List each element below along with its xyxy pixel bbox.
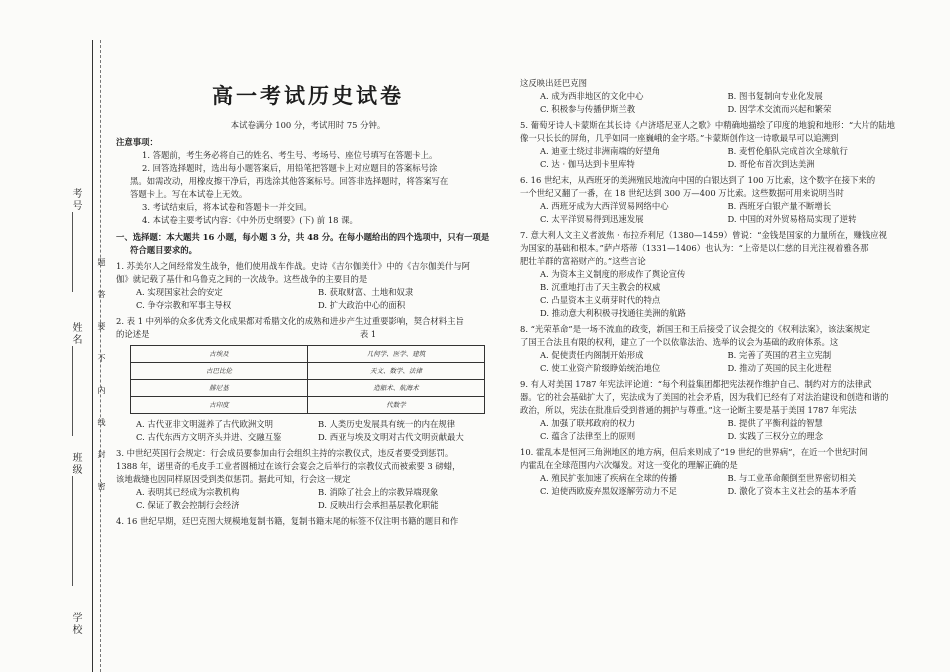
exam-number-field [72,212,73,292]
answer-option: D. 西亚与埃及文明对古代文明贡献最大 [318,432,464,442]
seal-char: 封 [97,450,106,460]
question-stem-line: 10. 霍乱本是恒河三角洲地区的地方病，但后来则成了“19 世纪的世界病”，在近一个世纪时间 [520,447,868,457]
answer-option: B. 沉重地打击了天主教会的权威 [540,282,661,292]
answer-option: B. 获取财富、土地和奴隶 [318,287,414,297]
question [520,446,915,498]
answer-option: A. 加强了联邦政府的权力 [540,418,636,428]
option-list [520,349,915,375]
data-table [130,345,485,414]
question-stem-line: 该地裁缝也因同样原因受到类似惩罚。据此可知，行会这一规定 [116,474,351,484]
question [520,229,915,320]
exam-number-label: 考号 [70,188,81,212]
question [520,77,915,116]
answer-option: B. 麦哲伦船队完成首次全球航行 [727,146,848,156]
left-column [116,78,500,528]
question [116,447,500,512]
notice-line: 答题卡上。写在本试卷上无效。 [130,189,248,199]
seal-char: 不 [97,354,106,364]
left-questions [116,260,500,528]
question [116,260,500,312]
table-cell: 古巴比伦 [131,363,308,380]
answer-option: C. 积极参与传播伊斯兰教 [540,104,636,114]
answer-option: A. 殖民扩张加速了疾病在全球的传播 [540,473,677,483]
question [520,323,915,375]
notice-heading: 注意事项： [116,137,158,147]
question [520,174,915,226]
question-stem-line: 内霍乱在全球范围内六次爆发。对这一变化的理解正确的是 [520,460,738,470]
notice-list [116,149,500,227]
answer-option: C. 太平洋贸易得到迅速发展 [540,214,644,224]
right-questions [520,77,915,498]
exam-intro: 本试卷满分 100 分，考试用时 75 分钟。 [230,120,386,130]
answer-option: C. 蕴含了法律至上的原则 [540,431,636,441]
question-stem-line: 4. 16 世纪早期，廷巴克图大规模地复制书籍，复制书籍末尾的标签不仅注明书籍的题目和作 [116,516,459,526]
question-stem-line: 肥壮羊群的富裕财产的。”这些言论 [520,256,646,266]
answer-option: A. 为资本主义制度的形成作了舆论宣传 [540,269,686,279]
page-title: 高一考试历史试卷 [212,84,404,108]
name-label: 姓名 [70,322,81,346]
answer-option: C. 达 · 伽马达到卡里库特 [540,159,635,169]
answer-option: B. 与工业革命颠倒至世界密切相关 [727,473,857,483]
answer-option: D. 因学术交流而兴起和繁荣 [727,104,832,114]
table-cell: 腓尼基 [131,380,308,397]
answer-option: D. 推动了英国的民主化进程 [727,363,832,373]
option-list [520,472,915,498]
table-cell: 造船术、航海术 [308,380,485,397]
answer-option: B. 人类历史发展具有统一的内在规律 [318,419,456,429]
table-cell: 古印度 [131,397,308,414]
table-label: 表 1 [359,329,377,339]
question-stem-line: 一个世纪又翻了一番，在 18 世纪达到 300 万—400 万比索。这些数据可用来说明当时 [520,188,844,198]
question [520,119,915,171]
table-row [131,397,485,414]
question [520,378,915,443]
answer-option: D. 扩大政治中心的面积 [318,300,406,310]
question-stem-line: 伽》就记载了基什和乌鲁克之间的一次战争。这些战争的主要目的是 [116,274,368,284]
answer-option: A. 促使责任内阁制开始形成 [540,350,644,360]
question-stem-line: 3. 中世纪英国行会规定：行会成员要参加由行会组织主持的宗教仪式，违反者要受到惩罚。 [116,448,454,458]
option-list [116,418,500,444]
class-label: 班级 [70,452,81,476]
answer-option: D. 推动意大利积极寻找通往美洲的航路 [540,308,686,318]
option-list [520,268,915,320]
option-list [520,145,915,171]
question-stem-line: 了国王合法且有限的权利，建立了一个以依靠法治、选举的议会为基础的政府体系。这 [520,337,839,347]
option-list [116,486,500,512]
question-stem-line: 政治，所以，宪法在批准后受到普通的拥护与尊重。”这一论断主要是基于美国 1787 年宪法 [520,405,857,415]
answer-option: C. 古代东西方文明齐头并进、交融互鉴 [136,432,282,442]
class-field [72,476,73,586]
school-label: 学校 [70,612,81,636]
answer-option: A. 成为西非地区的文化中心 [540,91,644,101]
question-stem-line: 1388 年，诺里奇的毛皮手工业者圆桶过在该行会宴会之后举行的宗教仪式而被索要 3 磅蜡， [116,461,461,471]
answer-option: A. 古代亚非文明滋养了古代欧洲文明 [136,419,273,429]
question-stem-line: 1. 苏美尔人之间经常发生战争，他们使用战车作战。史诗《吉尔伽美什》中的《吉尔伽美什与阿 [116,261,471,271]
question [116,515,500,528]
question-stem-line: 7. 意大利人文主义者波焦 · 布拉乔利尼（1380—1459）曾说：“金钱是国家的力量所在，赚钱应视 [520,230,888,240]
seal-char: 线 [97,418,106,428]
table-cell: 古埃及 [131,346,308,363]
name-field [72,346,73,436]
answer-option: C. 凸显资本主义萌芽时代的特点 [540,295,661,305]
answer-option: B. 消除了社会上的宗教异端现象 [318,487,439,497]
answer-option: C. 使工业资产阶级睁始统治地位 [540,363,661,373]
notice-line: 1. 答题前，考生务必将自己的姓名、考生号、考场号、座位号填写在答题卡上。 [142,150,438,160]
question-stem-line: 这反映出廷巴克图 [520,78,587,88]
table-cell: 代数学 [308,397,485,414]
answer-option: D. 哥伦布首次到达美洲 [727,159,815,169]
option-list [116,286,500,312]
answer-option: D. 中国的对外贸易格局实现了逆转 [727,214,857,224]
seal-char: 要 [97,322,106,332]
section-heading-line: 符合题目要求的。 [130,245,197,255]
question-stem-line: 8. “光荣革命”是一场不流血的政变，新国王和王后接受了议会提交的《权利法案》，该法案规定 [520,324,871,334]
seal-char: 答 [97,290,106,300]
answer-option: B. 西班牙白银产量不断增长 [727,201,832,211]
answer-option: A. 西班牙成为大西洋贸易网络中心 [540,201,669,211]
answer-option: B. 图书复制向专业化发展 [727,91,823,101]
question-stem-line: 5. 葡萄牙诗人卡蒙斯在其长诗《卢济塔尼亚人之歌》中精确地描绘了印度的地貌和地形：“大片的陆地 [520,120,896,130]
option-list [520,200,915,226]
notice-line: 4. 本试卷主要考试内容：《中外历史纲要》(下) 前 18 课。 [142,215,358,225]
table-cell: 天文、数学、法律 [308,363,485,380]
table-row [131,346,485,363]
answer-option: D. 实践了三权分立的理念 [727,431,823,441]
answer-option: D. 激化了资本主义社会的基本矛盾 [727,486,857,496]
question-stem-line: 2. 表 1 中列举的众多优秀文化成果都对希腊文化的成熟和进步产生过重要影响，契合材料主旨 [116,316,464,326]
question-stem-line: 器。它的社会基础扩大了，宪法成为了美国的社会矛盾，因为我们已经有了对法治建设和创造和谐的 [520,392,889,402]
seal-char: 题 [97,258,106,268]
question-stem-line: 的论述是 [116,329,150,339]
section-heading-line: 一、选择题：本大题共 16 小题，每小题 3 分，共 48 分。在每小题给出的四个选项中，只有一项是 [116,232,490,242]
seal-char: 内 [97,386,106,396]
section-heading [116,231,500,257]
question [116,315,500,444]
answer-option: B. 完善了英国的君主立宪制 [727,350,832,360]
question-stem-line: 像一只长长的屏角，几乎如同一座巍峨的金字塔。”卡蒙斯创作这一诗歌最早可以追溯到 [520,133,839,143]
option-list [520,417,915,443]
table-cell: 几何学、医学、建筑 [308,346,485,363]
right-column [520,74,915,498]
question-stem-line: 6. 16 世纪末，从西班牙的美洲殖民地流向中国的白银达到了 100 万比索，这个数字在接下来的 [520,175,876,185]
answer-option: C. 争夺宗教和军事主导权 [136,300,232,310]
notice-line: 黑。如需改动，用橡皮擦干净后，再选涂其他答案标号。回答非选择题时，将答案写在 [130,176,449,186]
answer-option: D. 反映出行会承担基层教化职能 [318,500,439,510]
answer-option: A. 实现国家社会的安定 [136,287,223,297]
answer-option: A. 表明其已经成为宗教机构 [136,487,240,497]
answer-option: C. 保证了教会控制行会经济 [136,500,240,510]
notice-line: 2. 回答选择题时，选出每小题答案后，用铅笔把答题卡上对应题目的答案标号涂 [142,163,438,173]
question-stem-line: 为国家的基础和根本。”萨卢塔蒂（1331—1406）也认为：“上帝是以仁慈的目光注视着雅各那 [520,243,869,253]
answer-option: A. 迪亚士绕过非洲南端的好望角 [540,146,661,156]
seal-char: 密 [97,482,106,492]
binding-line [92,40,93,672]
table-row [131,363,485,380]
answer-option: B. 提供了平衡利益的智慧 [727,418,823,428]
answer-option: C. 迫使西欧废弃黑奴逐解劳动力不足 [540,486,678,496]
table-row [131,380,485,397]
question-stem-line: 9. 有人对美国 1787 年宪法评论道：“每个利益集团都把宪法视作维护自己、制约对方的法律武 [520,379,872,389]
option-list [520,90,915,116]
notice-line: 3. 考试结束后，将本试卷和答题卡一并交回。 [142,202,312,212]
